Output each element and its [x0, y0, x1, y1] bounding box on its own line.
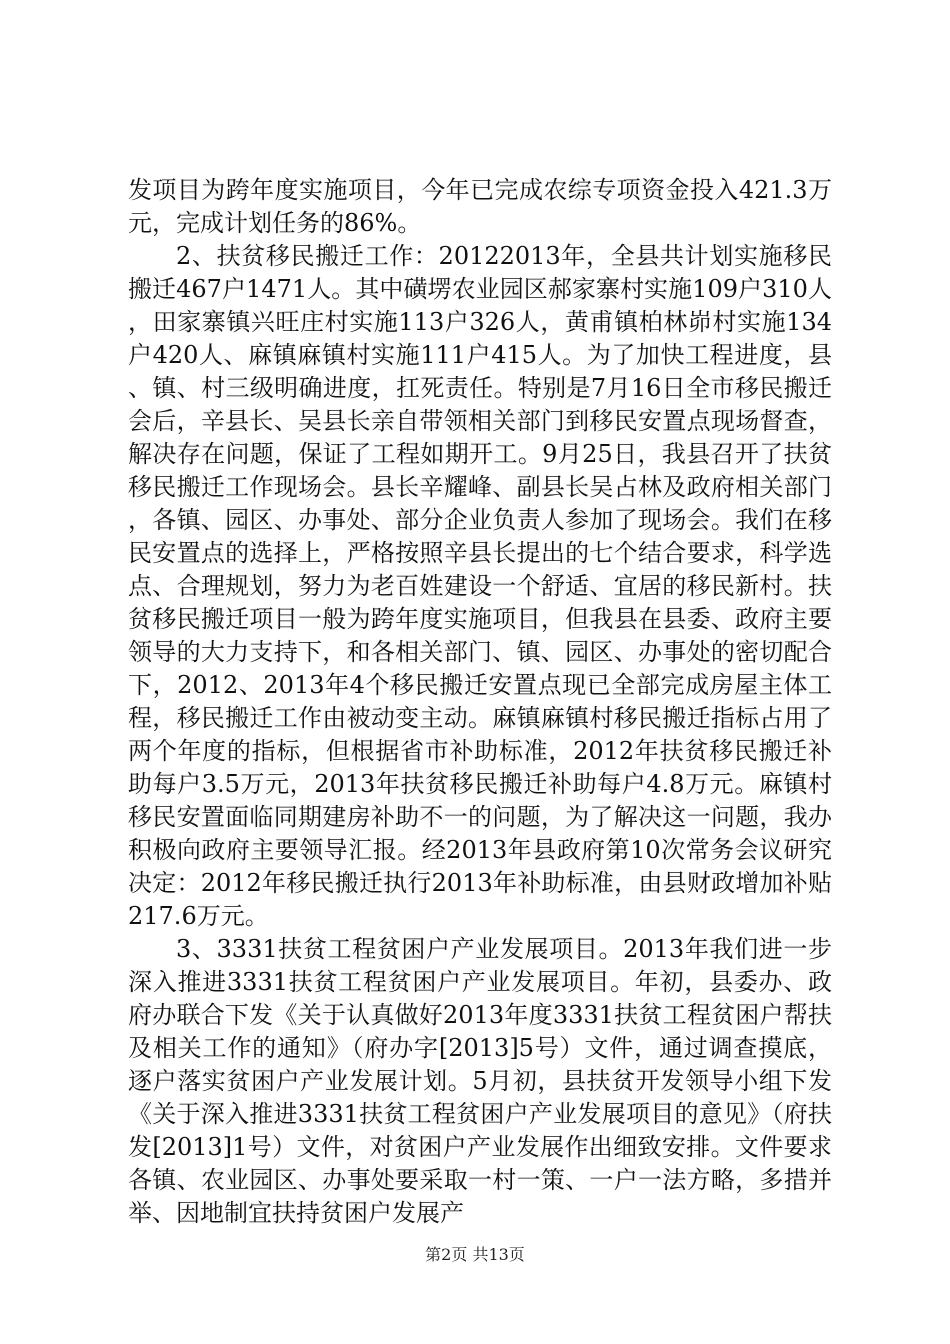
- paragraph-1: 发项目为跨年度实施项目，今年已完成农综专项资金投入421.3万元，完成计划任务的86%。: [128, 176, 832, 237]
- page-footer: [0, 1245, 950, 1265]
- paragraph-3: 3、3331扶贫工程贫困户产业发展项目。2013年我们进一步深入推进3331扶贫工程贫困户产业发展项目。年初，县委办、政府办联合下发《关于认真做好2013年度3331扶贫工程贫困户帮扶及相关工作的通知》（府办字[2013]5号）文件，通过调查摸底，逐户落实贫困户产业发展计划。5月初，县扶贫开发领导小组下发《关于深入推进3331扶贫工程贫困户产业发展项目的意见》（府扶发[2013]1号）文件，对贫困户产业发展作出细致安排。文件要求各镇、农业园区、办事处要采取一村一策、一户一法方略，多措并举、因地制宜扶持贫困户发展产: [128, 935, 832, 1227]
- page-number-label: 第2页 共13页: [425, 1245, 525, 1264]
- paragraph-2: 2、扶贫移民搬迁工作：20122013年，全县共计划实施移民搬迁467户1471人。其中磺塄农业园区郝家寨村实施109户310人，田家寨镇兴旺庄村实施113户326人，黄甫镇柏林峁村实施134户420人、麻镇麻镇村实施111户415人。为了加快工程进度，县、镇、村三级明确进度，扛死责任。特别是7月16日全市移民搬迁会后，辛县长、吴县长亲自带领相关部门到移民安置点现场督查，解决存在问题，保证了工程如期开工。9月25日，我县召开了扶贫移民搬迁工作现场会。县长辛耀峰、副县长吴占林及政府相关部门，各镇、园区、办事处、部分企业负责人参加了现场会。我们在移民安置点的选择上，严格按照辛县长提出的七个结合要求，科学选点、合理规划，努力为老百姓建设一个舒适、宜居的移民新村。扶贫移民搬迁项目一般为跨年度实施项目，但我县在县委、政府主要领导的大力支持下，和各相关部门、镇、园区、办事处的密切配合下，2012、2013年4个移民搬迁安置点现已全部完成房屋主体工程，移民搬迁工作由被动变主动。麻镇麻镇村移民搬迁指标占用了两个年度的指标，但根据省市补助标准，2012年扶贫移民搬迁补助每户3.5万元，2013年扶贫移民搬迁补助每户4.8万元。麻镇村移民安置面临同期建房补助不一的问题，为了解决这一问题，我办积极向政府主要领导汇报。经2013年县政府第10次常务会议研究决定：2012年移民搬迁执行2013年补助标准，由县财政增加补贴217.6万元。: [128, 242, 832, 930]
- document-body: [128, 174, 832, 1230]
